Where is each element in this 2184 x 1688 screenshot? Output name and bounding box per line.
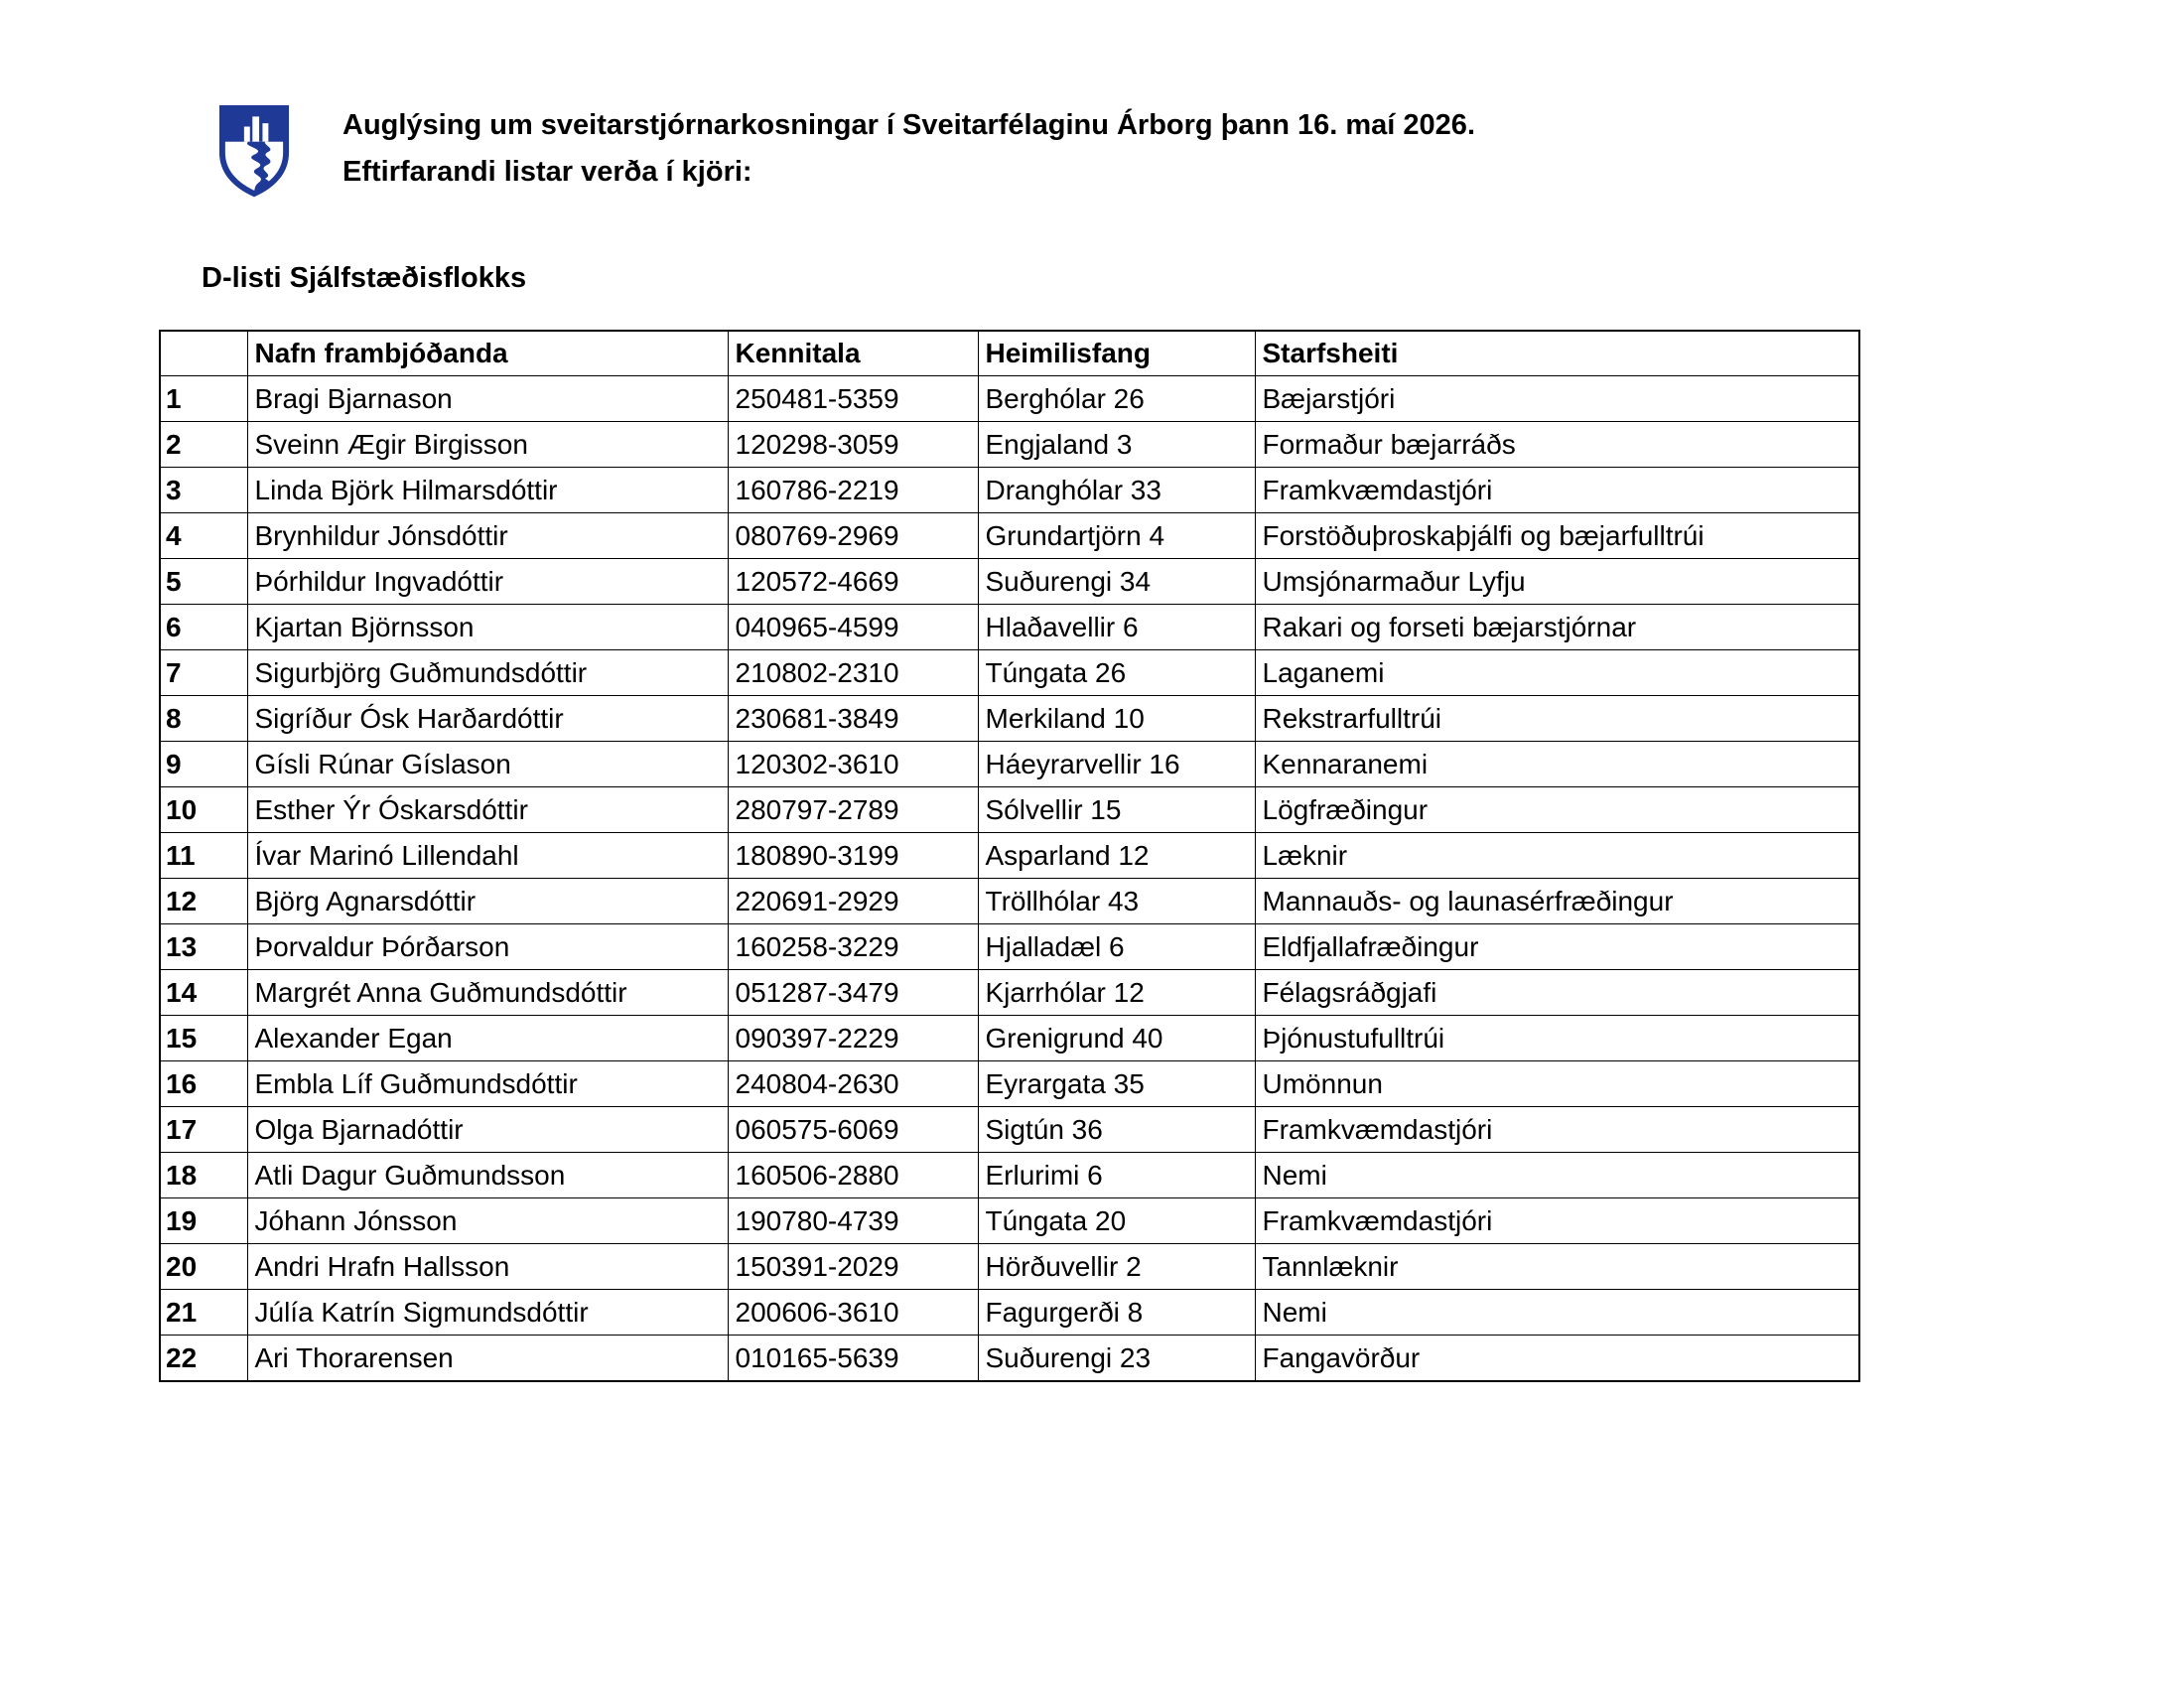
candidate-number: 7 — [160, 650, 247, 696]
candidate-number: 10 — [160, 787, 247, 833]
candidate-occupation: Framkvæmdastjóri — [1255, 468, 1859, 513]
candidate-name: Sigurbjörg Guðmundsdóttir — [247, 650, 728, 696]
candidate-name: Embla Líf Guðmundsdóttir — [247, 1061, 728, 1107]
candidate-name: Júlía Katrín Sigmundsdóttir — [247, 1290, 728, 1336]
candidate-occupation: Nemi — [1255, 1290, 1859, 1336]
candidate-address: Suðurengi 34 — [978, 559, 1255, 605]
candidate-number: 8 — [160, 696, 247, 742]
candidate-name: Brynhildur Jónsdóttir — [247, 513, 728, 559]
candidate-number: 19 — [160, 1198, 247, 1244]
table-row — [160, 513, 1859, 559]
candidate-address: Háeyrarvellir 16 — [978, 742, 1255, 787]
candidate-name: Esther Ýr Óskarsdóttir — [247, 787, 728, 833]
candidate-address: Tröllhólar 43 — [978, 879, 1255, 924]
candidate-address: Hjalladæl 6 — [978, 924, 1255, 970]
table-row — [160, 468, 1859, 513]
candidate-number: 13 — [160, 924, 247, 970]
candidate-occupation: Læknir — [1255, 833, 1859, 879]
table-row — [160, 605, 1859, 650]
table-row — [160, 833, 1859, 879]
candidate-kennitala: 160506-2880 — [728, 1153, 978, 1198]
column-header-number — [160, 331, 247, 376]
candidate-occupation: Lögfræðingur — [1255, 787, 1859, 833]
table-row — [160, 1290, 1859, 1336]
candidate-kennitala: 160786-2219 — [728, 468, 978, 513]
candidate-kennitala: 120298-3059 — [728, 422, 978, 468]
candidate-number: 11 — [160, 833, 247, 879]
candidate-address: Kjarrhólar 12 — [978, 970, 1255, 1016]
candidate-kennitala: 230681-3849 — [728, 696, 978, 742]
candidate-occupation: Mannauðs- og launasérfræðingur — [1255, 879, 1859, 924]
table-row — [160, 1061, 1859, 1107]
candidate-kennitala: 150391-2029 — [728, 1244, 978, 1290]
candidate-number: 21 — [160, 1290, 247, 1336]
candidate-name: Olga Bjarnadóttir — [247, 1107, 728, 1153]
table-row — [160, 1016, 1859, 1061]
list-title: D-listi Sjálfstæðisflokks — [202, 262, 527, 294]
candidate-occupation: Framkvæmdastjóri — [1255, 1107, 1859, 1153]
candidate-number: 15 — [160, 1016, 247, 1061]
candidate-occupation: Forstöðuþroskaþjálfi og bæjarfulltrúi — [1255, 513, 1859, 559]
candidate-kennitala: 060575-6069 — [728, 1107, 978, 1153]
candidate-name: Jóhann Jónsson — [247, 1198, 728, 1244]
column-header-occupation: Starfsheiti — [1255, 331, 1859, 376]
candidate-address: Túngata 20 — [978, 1198, 1255, 1244]
candidate-name: Bragi Bjarnason — [247, 376, 728, 422]
table-row — [160, 787, 1859, 833]
candidate-occupation: Þjónustufulltrúi — [1255, 1016, 1859, 1061]
candidate-number: 12 — [160, 879, 247, 924]
candidate-kennitala: 040965-4599 — [728, 605, 978, 650]
candidate-address: Sigtún 36 — [978, 1107, 1255, 1153]
candidate-name: Ari Thorarensen — [247, 1336, 728, 1382]
table-header-row — [160, 331, 1859, 376]
candidate-address: Hlaðavellir 6 — [978, 605, 1255, 650]
table-row — [160, 924, 1859, 970]
candidate-address: Fagurgerði 8 — [978, 1290, 1255, 1336]
candidate-kennitala: 180890-3199 — [728, 833, 978, 879]
announcement-title: Auglýsing um sveitarstjórnarkosningar í Sveitarfélaginu Árborg þann 16. maí 2026. — [342, 109, 1475, 141]
table-row — [160, 970, 1859, 1016]
candidate-occupation: Umsjónarmaður Lyfju — [1255, 559, 1859, 605]
candidate-name: Ívar Marinó Lillendahl — [247, 833, 728, 879]
candidate-number: 4 — [160, 513, 247, 559]
candidate-kennitala: 200606-3610 — [728, 1290, 978, 1336]
table-row — [160, 1244, 1859, 1290]
candidate-address: Hörðuvellir 2 — [978, 1244, 1255, 1290]
candidate-address: Grenigrund 40 — [978, 1016, 1255, 1061]
candidate-number: 2 — [160, 422, 247, 468]
table-body — [160, 376, 1859, 1382]
candidate-number: 18 — [160, 1153, 247, 1198]
candidate-occupation: Eldfjallafræðingur — [1255, 924, 1859, 970]
candidate-name: Kjartan Björnsson — [247, 605, 728, 650]
candidate-kennitala: 240804-2630 — [728, 1061, 978, 1107]
candidate-occupation: Nemi — [1255, 1153, 1859, 1198]
candidate-name: Alexander Egan — [247, 1016, 728, 1061]
table-row — [160, 1198, 1859, 1244]
table-row — [160, 742, 1859, 787]
candidate-address: Engjaland 3 — [978, 422, 1255, 468]
candidate-occupation: Bæjarstjóri — [1255, 376, 1859, 422]
candidate-occupation: Kennaranemi — [1255, 742, 1859, 787]
candidate-name: Andri Hrafn Hallsson — [247, 1244, 728, 1290]
candidate-kennitala: 051287-3479 — [728, 970, 978, 1016]
candidate-address: Dranghólar 33 — [978, 468, 1255, 513]
candidate-number: 16 — [160, 1061, 247, 1107]
candidate-name: Margrét Anna Guðmundsdóttir — [247, 970, 728, 1016]
candidate-number: 3 — [160, 468, 247, 513]
column-header-name: Nafn frambjóðanda — [247, 331, 728, 376]
table-row — [160, 1107, 1859, 1153]
candidate-address: Grundartjörn 4 — [978, 513, 1255, 559]
candidate-kennitala: 190780-4739 — [728, 1198, 978, 1244]
column-header-address: Heimilisfang — [978, 331, 1255, 376]
candidate-kennitala: 120572-4669 — [728, 559, 978, 605]
candidate-number: 9 — [160, 742, 247, 787]
candidate-kennitala: 280797-2789 — [728, 787, 978, 833]
candidate-name: Sigríður Ósk Harðardóttir — [247, 696, 728, 742]
candidate-occupation: Tannlæknir — [1255, 1244, 1859, 1290]
candidate-number: 22 — [160, 1336, 247, 1382]
table-row — [160, 1336, 1859, 1382]
announcement-subtitle: Eftirfarandi listar verða í kjöri: — [342, 156, 752, 188]
candidate-number: 6 — [160, 605, 247, 650]
candidate-kennitala: 210802-2310 — [728, 650, 978, 696]
candidate-address: Merkiland 10 — [978, 696, 1255, 742]
candidate-occupation: Fangavörður — [1255, 1336, 1859, 1382]
candidate-name: Þórhildur Ingvadóttir — [247, 559, 728, 605]
candidate-name: Atli Dagur Guðmundsson — [247, 1153, 728, 1198]
candidate-name: Gísli Rúnar Gíslason — [247, 742, 728, 787]
candidate-name: Linda Björk Hilmarsdóttir — [247, 468, 728, 513]
candidate-kennitala: 120302-3610 — [728, 742, 978, 787]
candidate-occupation: Rakari og forseti bæjarstjórnar — [1255, 605, 1859, 650]
candidate-kennitala: 090397-2229 — [728, 1016, 978, 1061]
candidate-address: Asparland 12 — [978, 833, 1255, 879]
candidate-number: 17 — [160, 1107, 247, 1153]
candidate-name: Sveinn Ægir Birgisson — [247, 422, 728, 468]
column-header-kennitala: Kennitala — [728, 331, 978, 376]
table-row — [160, 650, 1859, 696]
candidate-address: Eyrargata 35 — [978, 1061, 1255, 1107]
candidate-number: 1 — [160, 376, 247, 422]
candidate-number: 5 — [160, 559, 247, 605]
table-row — [160, 879, 1859, 924]
candidate-occupation: Rekstrarfulltrúi — [1255, 696, 1859, 742]
table-row — [160, 696, 1859, 742]
candidate-occupation: Formaður bæjarráðs — [1255, 422, 1859, 468]
candidate-occupation: Laganemi — [1255, 650, 1859, 696]
candidate-kennitala: 010165-5639 — [728, 1336, 978, 1382]
candidate-kennitala: 220691-2929 — [728, 879, 978, 924]
candidate-address: Suðurengi 23 — [978, 1336, 1255, 1382]
candidate-address: Túngata 26 — [978, 650, 1255, 696]
candidate-occupation: Umönnun — [1255, 1061, 1859, 1107]
candidate-occupation: Framkvæmdastjóri — [1255, 1198, 1859, 1244]
candidate-kennitala: 250481-5359 — [728, 376, 978, 422]
candidate-name: Þorvaldur Þórðarson — [247, 924, 728, 970]
arborg-coat-of-arms-icon — [216, 104, 292, 198]
candidate-number: 20 — [160, 1244, 247, 1290]
candidate-address: Berghólar 26 — [978, 376, 1255, 422]
candidate-address: Erlurimi 6 — [978, 1153, 1255, 1198]
candidate-address: Sólvellir 15 — [978, 787, 1255, 833]
candidates-table — [159, 330, 1860, 1382]
candidate-number: 14 — [160, 970, 247, 1016]
table-row — [160, 376, 1859, 422]
table-row — [160, 559, 1859, 605]
candidate-kennitala: 080769-2969 — [728, 513, 978, 559]
candidate-name: Björg Agnarsdóttir — [247, 879, 728, 924]
table-row — [160, 1153, 1859, 1198]
table-row — [160, 422, 1859, 468]
candidate-occupation: Félagsráðgjafi — [1255, 970, 1859, 1016]
candidate-kennitala: 160258-3229 — [728, 924, 978, 970]
